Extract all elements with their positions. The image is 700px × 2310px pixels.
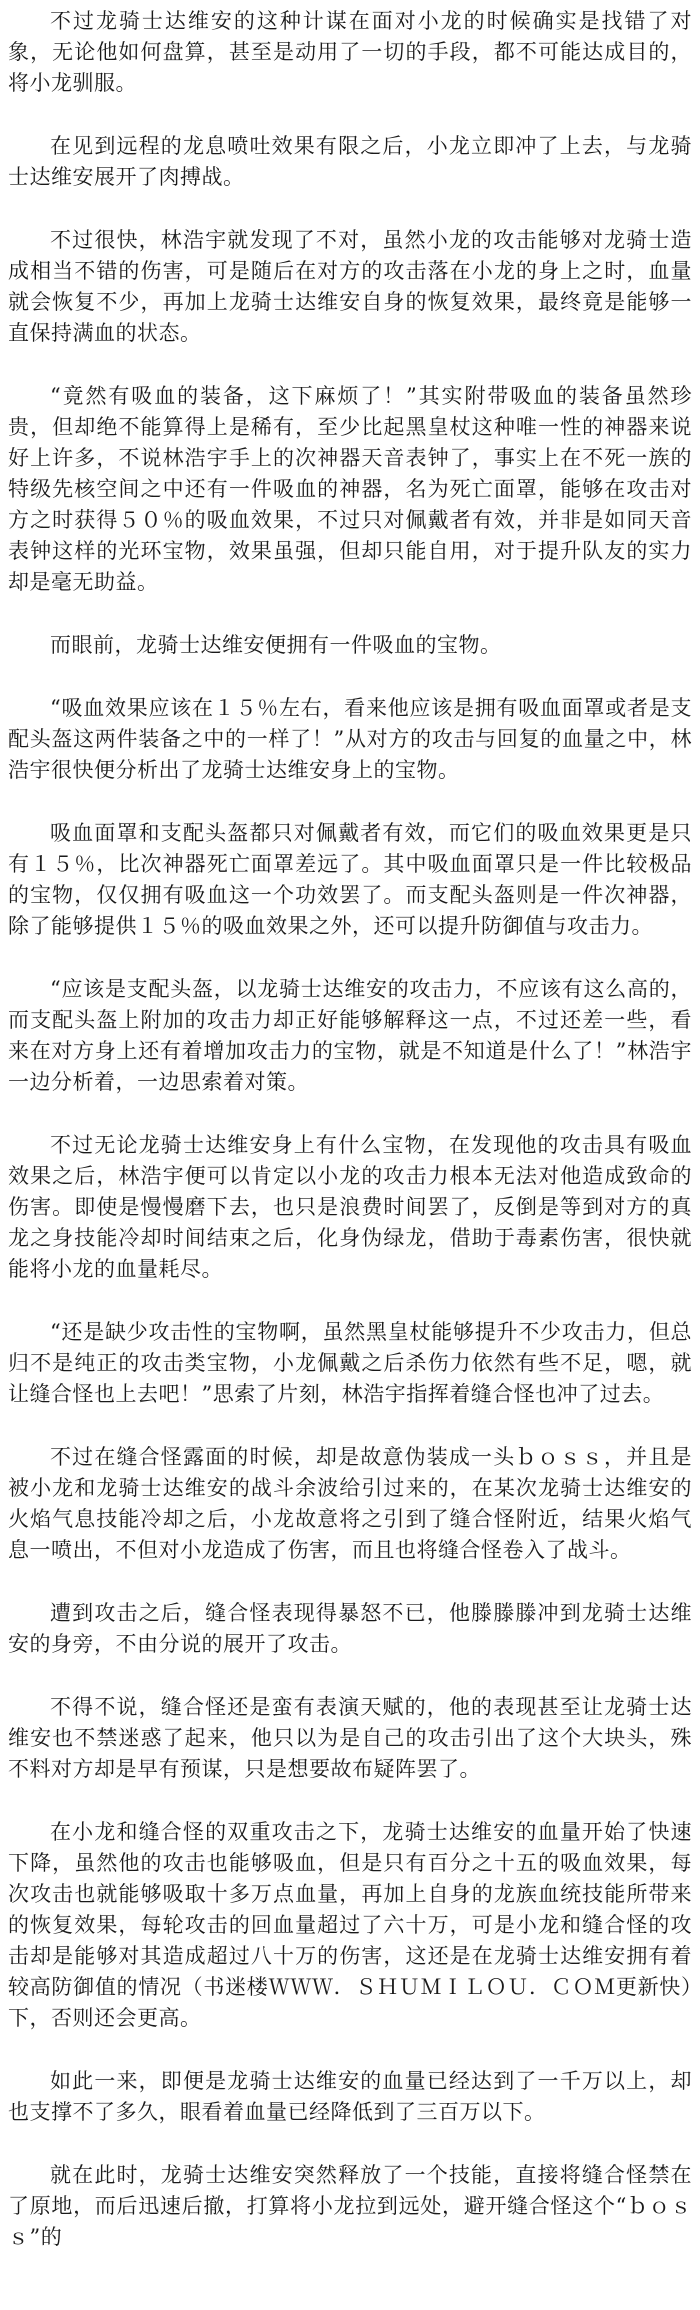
paragraph: 如此一来，即便是龙骑士达维安的血量已经达到了一千万以上，却也支撑不了多久，眼看着血量已经降低到了三百万以下。 — [8, 2069, 692, 2124]
paragraph: 不得不说，缝合怪还是蛮有表演天赋的，他的表现甚至让龙骑士达维安也不禁迷惑了起来，他只以为是自己的攻击引出了这个大块头，殊不料对方却是早有预谋，只是想要故布疑阵罢了。 — [8, 1695, 692, 1781]
paragraph: 不过很快，林浩宇就发现了不对，虽然小龙的攻击能够对龙骑士造成相当不错的伤害，可是随后在对方的攻击落在小龙的身上之时，血量就会恢复不少，再加上龙骑士达维安自身的恢复效果，最终竟是能够一直保持满血的状态。 — [8, 228, 692, 345]
paragraph: “吸血效果应该在１５％左右，看来他应该是拥有吸血面罩或者是支配头盔这两件装备之中的一样了！”从对方的攻击与回复的血量之中，林浩宇很快便分析出了龙骑士达维安身上的宝物。 — [8, 696, 692, 782]
paragraph: 吸血面罩和支配头盔都只对佩戴者有效，而它们的吸血效果更是只有１５％，比次神器死亡面罩差远了。其中吸血面罩只是一件比较极品的宝物，仅仅拥有吸血这一个功效罢了。而支配头盔则是一件次神器，除了能够提供１５％的吸血效果之外，还可以提升防御值与攻击力。 — [8, 821, 692, 938]
paragraph: 在小龙和缝合怪的双重攻击之下，龙骑士达维安的血量开始了快速下降，虽然他的攻击也能够吸血，但是只有百分之十五的吸血效果，每次攻击也就能够吸取十多万点血量，再加上自身的龙族血统技能所带来的恢复效果，每轮攻击的回血量超过了六十万，可是小龙和缝合怪的攻击却是能够对其造成超过八十万的伤害，这还是在龙骑士达维安拥有着较高防御值的情况（书迷楼ＷＷＷ．ＳＨＵＭＩＬＯＵ．ＣＯＭ更新快）下，否则还会更高。 — [8, 1820, 692, 2030]
paragraph: “还是缺少攻击性的宝物啊，虽然黑皇杖能够提升不少攻击力，但总归不是纯正的攻击类宝物，小龙佩戴之后杀伤力依然有些不足，嗯，就让缝合怪也上去吧！”思索了片刻，林浩宇指挥着缝合怪也冲了过去。 — [8, 1320, 692, 1406]
paragraph: 遭到攻击之后，缝合怪表现得暴怒不已，他滕滕滕冲到龙骑士达维安的身旁，不由分说的展开了攻击。 — [8, 1601, 692, 1656]
paragraph: 而眼前，龙骑士达维安便拥有一件吸血的宝物。 — [50, 633, 502, 657]
paragraph: 不过无论龙骑士达维安身上有什么宝物，在发现他的攻击具有吸血效果之后，林浩宇便可以肯定以小龙的攻击力根本无法对他造成致命的伤害。即使是慢慢磨下去，也只是浪费时间罢了，反倒是等到对方的真龙之身技能冷却时间结束之后，化身伪绿龙，借助于毒素伤害，很快就能将小龙的血量耗尽。 — [8, 1133, 692, 1281]
paragraph: “应该是支配头盔，以龙骑士达维安的攻击力，不应该有这么高的，而支配头盔上附加的攻击力却正好能够解释这一点，不过还差一些，看来在对方身上还有着增加攻击力的宝物，就是不知道是什么了！”林浩宇一边分析着，一边思索着对策。 — [8, 977, 692, 1094]
paragraph: 不过龙骑士达维安的这种计谋在面对小龙的时候确实是找错了对象，无论他如何盘算，甚至是动用了一切的手段，都不可能达成目的，将小龙驯服。 — [8, 9, 692, 95]
paragraph: 就在此时，龙骑士达维安突然释放了一个技能，直接将缝合怪禁在了原地，而后迅速后撤，打算将小龙拉到远处，避开缝合怪这个“ｂｏｓｓ”的 — [8, 2163, 692, 2249]
paragraph: “竟然有吸血的装备，这下麻烦了！”其实附带吸血的装备虽然珍贵，但却绝不能算得上是稀有，至少比起黑皇杖这种唯一性的神器来说好上许多，不说林浩宇手上的次神器天音表钟了，事实上在不死一族的特级先核空间之中还有一件吸血的神器，名为死亡面罩，能够在攻击对方之时获得５０％的吸血效果，不过只对佩戴者有效，并非是如同天音表钟这样的光环宝物，效果虽强，但却只能自用，对于提升队友的实力却是毫无助益。 — [8, 384, 692, 594]
paragraph: 在见到远程的龙息喷吐效果有限之后，小龙立即冲了上去，与龙骑士达维安展开了肉搏战。 — [8, 134, 692, 189]
paragraph: 不过在缝合怪露面的时候，却是故意伪装成一头ｂｏｓｓ，并且是被小龙和龙骑士达维安的战斗余波给引过来的，在某次龙骑士达维安的火焰气息技能冷却之后，小龙故意将之引到了缝合怪附近，结果火焰气息一喷出，不但对小龙造成了伤害，而且也将缝合怪卷入了战斗。 — [8, 1445, 692, 1562]
